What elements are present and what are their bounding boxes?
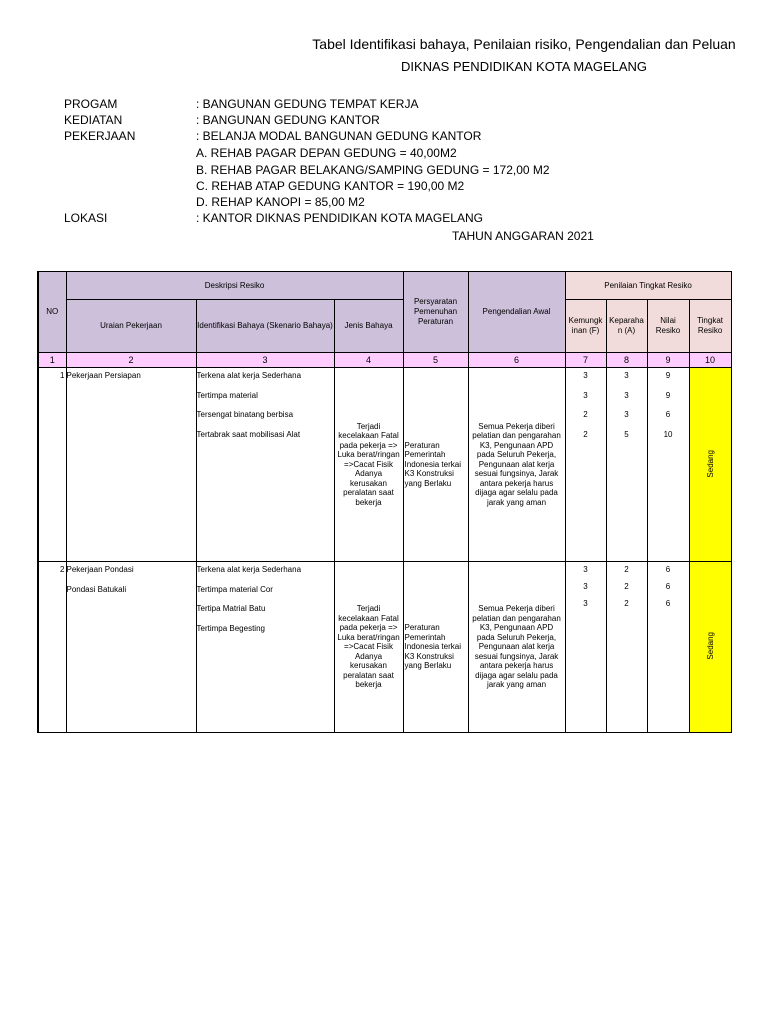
col-num: 1 bbox=[38, 353, 66, 368]
col-num: 3 bbox=[196, 353, 334, 368]
col-num: 8 bbox=[606, 353, 647, 368]
bahaya-line: Tertimpa material bbox=[196, 390, 258, 400]
col-num: 10 bbox=[689, 353, 731, 368]
col-num: 9 bbox=[647, 353, 689, 368]
table-row bbox=[38, 368, 731, 562]
nilai-value: 6 bbox=[665, 410, 671, 419]
item-d: D. REHAP KANOPI = 85,00 M2 bbox=[196, 195, 365, 209]
row-no: 2 bbox=[60, 565, 65, 574]
a-value: 3 bbox=[624, 390, 629, 400]
item-b: B. REHAB PAGAR BELAKANG/SAMPING GEDUNG = 172,00 M2 bbox=[196, 163, 550, 177]
jenis-bahaya: Terjadi kecelakaan Fatal pada pekerja => Luka berat/ringan =>Cacat Fisik Adanya kerusakan peralatan saat bekerja bbox=[337, 421, 400, 507]
header-pengendalian: Pengendalian Awal bbox=[468, 272, 565, 353]
bahaya-line: Tertimpa material Cor bbox=[196, 584, 273, 594]
header-nilai: Nilai Resiko bbox=[647, 300, 689, 353]
f-value: 3 bbox=[583, 565, 588, 574]
col-num: 4 bbox=[334, 353, 403, 368]
nilai-value: 6 bbox=[665, 599, 671, 608]
f-value: 3 bbox=[583, 371, 588, 380]
bahaya-line: Terkena alat kerja Sederhana bbox=[196, 565, 302, 574]
a-value: 3 bbox=[624, 371, 629, 380]
f-value: 2 bbox=[583, 429, 588, 439]
progam-label: PROGAM bbox=[64, 97, 118, 111]
item-a: A. REHAB PAGAR DEPAN GEDUNG = 40,00M2 bbox=[196, 146, 457, 160]
header-identifikasi: Identifikasi Bahaya (Skenario Bahaya) bbox=[196, 300, 334, 353]
bahaya-line: Tertabrak saat mobilisasi Alat bbox=[196, 429, 301, 439]
f-value: 3 bbox=[583, 390, 588, 400]
lokasi-value: : KANTOR DIKNAS PENDIDIKAN KOTA MAGELANG bbox=[196, 211, 483, 225]
bahaya-line: Tertimpa Begesting bbox=[196, 623, 265, 633]
row-no: 1 bbox=[60, 371, 65, 380]
header-kemungkinan: Kemungk inan (F) bbox=[565, 300, 606, 353]
kediatan-value: : BANGUNAN GEDUNG KANTOR bbox=[196, 113, 380, 127]
nilai-value: 6 bbox=[665, 565, 671, 574]
a-value: 3 bbox=[624, 410, 629, 419]
a-value: 2 bbox=[624, 599, 629, 608]
header-tingkat: Tingkat Resiko bbox=[689, 300, 731, 353]
jenis-bahaya: Terjadi kecelakaan Fatal pada pekerja => Luka berat/ringan =>Cacat Fisik Adanya kerusakan peralatan saat bekerja bbox=[337, 604, 400, 690]
progam-value: : BANGUNAN GEDUNG TEMPAT KERJA bbox=[196, 97, 419, 111]
a-value: 2 bbox=[624, 565, 629, 574]
header-deskripsi: Deskripsi Resiko bbox=[66, 272, 403, 300]
f-value: 3 bbox=[583, 582, 588, 591]
col-num: 6 bbox=[468, 353, 565, 368]
pekerjaan-value: : BELANJA MODAL BANGUNAN GEDUNG KANTOR bbox=[196, 129, 482, 143]
header-persyaratan: Persyaratan Pemenuhan Peraturan bbox=[403, 272, 468, 353]
nilai-value: 10 bbox=[663, 429, 673, 439]
table-row bbox=[38, 562, 731, 733]
persyaratan: Peraturan Pemerintah Indonesia terkai K3 Konstruksi yang Berlaku bbox=[404, 623, 461, 671]
pengendalian: Semua Pekerja diberi pelatian dan pengarahan K3, Pengunaan APD pada Seluruh Pekerja, Pengunaan alat kerja sesuai fungsinya, Jarak antara pekerja harus dijaga agar selalu pada jarak yang aman bbox=[472, 421, 561, 507]
bahaya-line: Tersengat binatang berbisa bbox=[196, 410, 294, 419]
col-num: 5 bbox=[403, 353, 468, 368]
pekerjaan-label: PEKERJAAN bbox=[64, 129, 136, 143]
tingkat-resiko: Sedang bbox=[705, 632, 715, 660]
document-title: Tabel Identifikasi bahaya, Penilaian risiko, Pengendalian dan Peluan bbox=[312, 36, 736, 52]
budget-year: TAHUN ANGGARAN 2021 bbox=[452, 229, 594, 243]
uraian-line: Pekerjaan Persiapan bbox=[66, 371, 141, 380]
bahaya-line: Terkena alat kerja Sederhana bbox=[196, 371, 302, 380]
bahaya-line: Tertipa Matrial Batu bbox=[196, 604, 266, 613]
header-jenis: Jenis Bahaya bbox=[334, 300, 403, 353]
uraian-line: Pondasi Batukali bbox=[66, 584, 127, 594]
col-num: 7 bbox=[565, 353, 606, 368]
col-num: 2 bbox=[66, 353, 196, 368]
a-value: 5 bbox=[624, 429, 629, 439]
nilai-value: 6 bbox=[665, 582, 671, 591]
header-uraian: Uraian Pekerjaan bbox=[66, 300, 196, 353]
persyaratan: Peraturan Pemerintah Indonesia terkai K3 Konstruksi yang Berlaku bbox=[404, 440, 461, 488]
header-no: NO bbox=[38, 272, 66, 353]
header-keparahan: Keparaha n (A) bbox=[606, 300, 647, 353]
nilai-value: 9 bbox=[665, 390, 671, 400]
risk-table bbox=[37, 271, 732, 733]
f-value: 3 bbox=[583, 599, 588, 608]
pengendalian: Semua Pekerja diberi pelatian dan pengarahan K3, Pengunaan APD pada Seluruh Pekerja, Pengunaan alat kerja sesuai fungsinya, Jarak antara pekerja harus dijaga agar selalu pada jarak yang aman bbox=[472, 604, 561, 690]
header-penilaian: Penilaian Tingkat Resiko bbox=[565, 272, 731, 300]
item-c: C. REHAB ATAP GEDUNG KANTOR = 190,00 M2 bbox=[196, 179, 465, 193]
nilai-value: 9 bbox=[665, 371, 671, 380]
document-subtitle: DIKNAS PENDIDIKAN KOTA MAGELANG bbox=[400, 59, 648, 74]
f-value: 2 bbox=[583, 410, 588, 419]
lokasi-label: LOKASI bbox=[64, 211, 108, 225]
uraian-line: Pekerjaan Pondasi bbox=[66, 565, 134, 574]
kediatan-label: KEDIATAN bbox=[64, 113, 123, 127]
a-value: 2 bbox=[624, 582, 629, 591]
tingkat-resiko: Sedang bbox=[705, 449, 715, 478]
